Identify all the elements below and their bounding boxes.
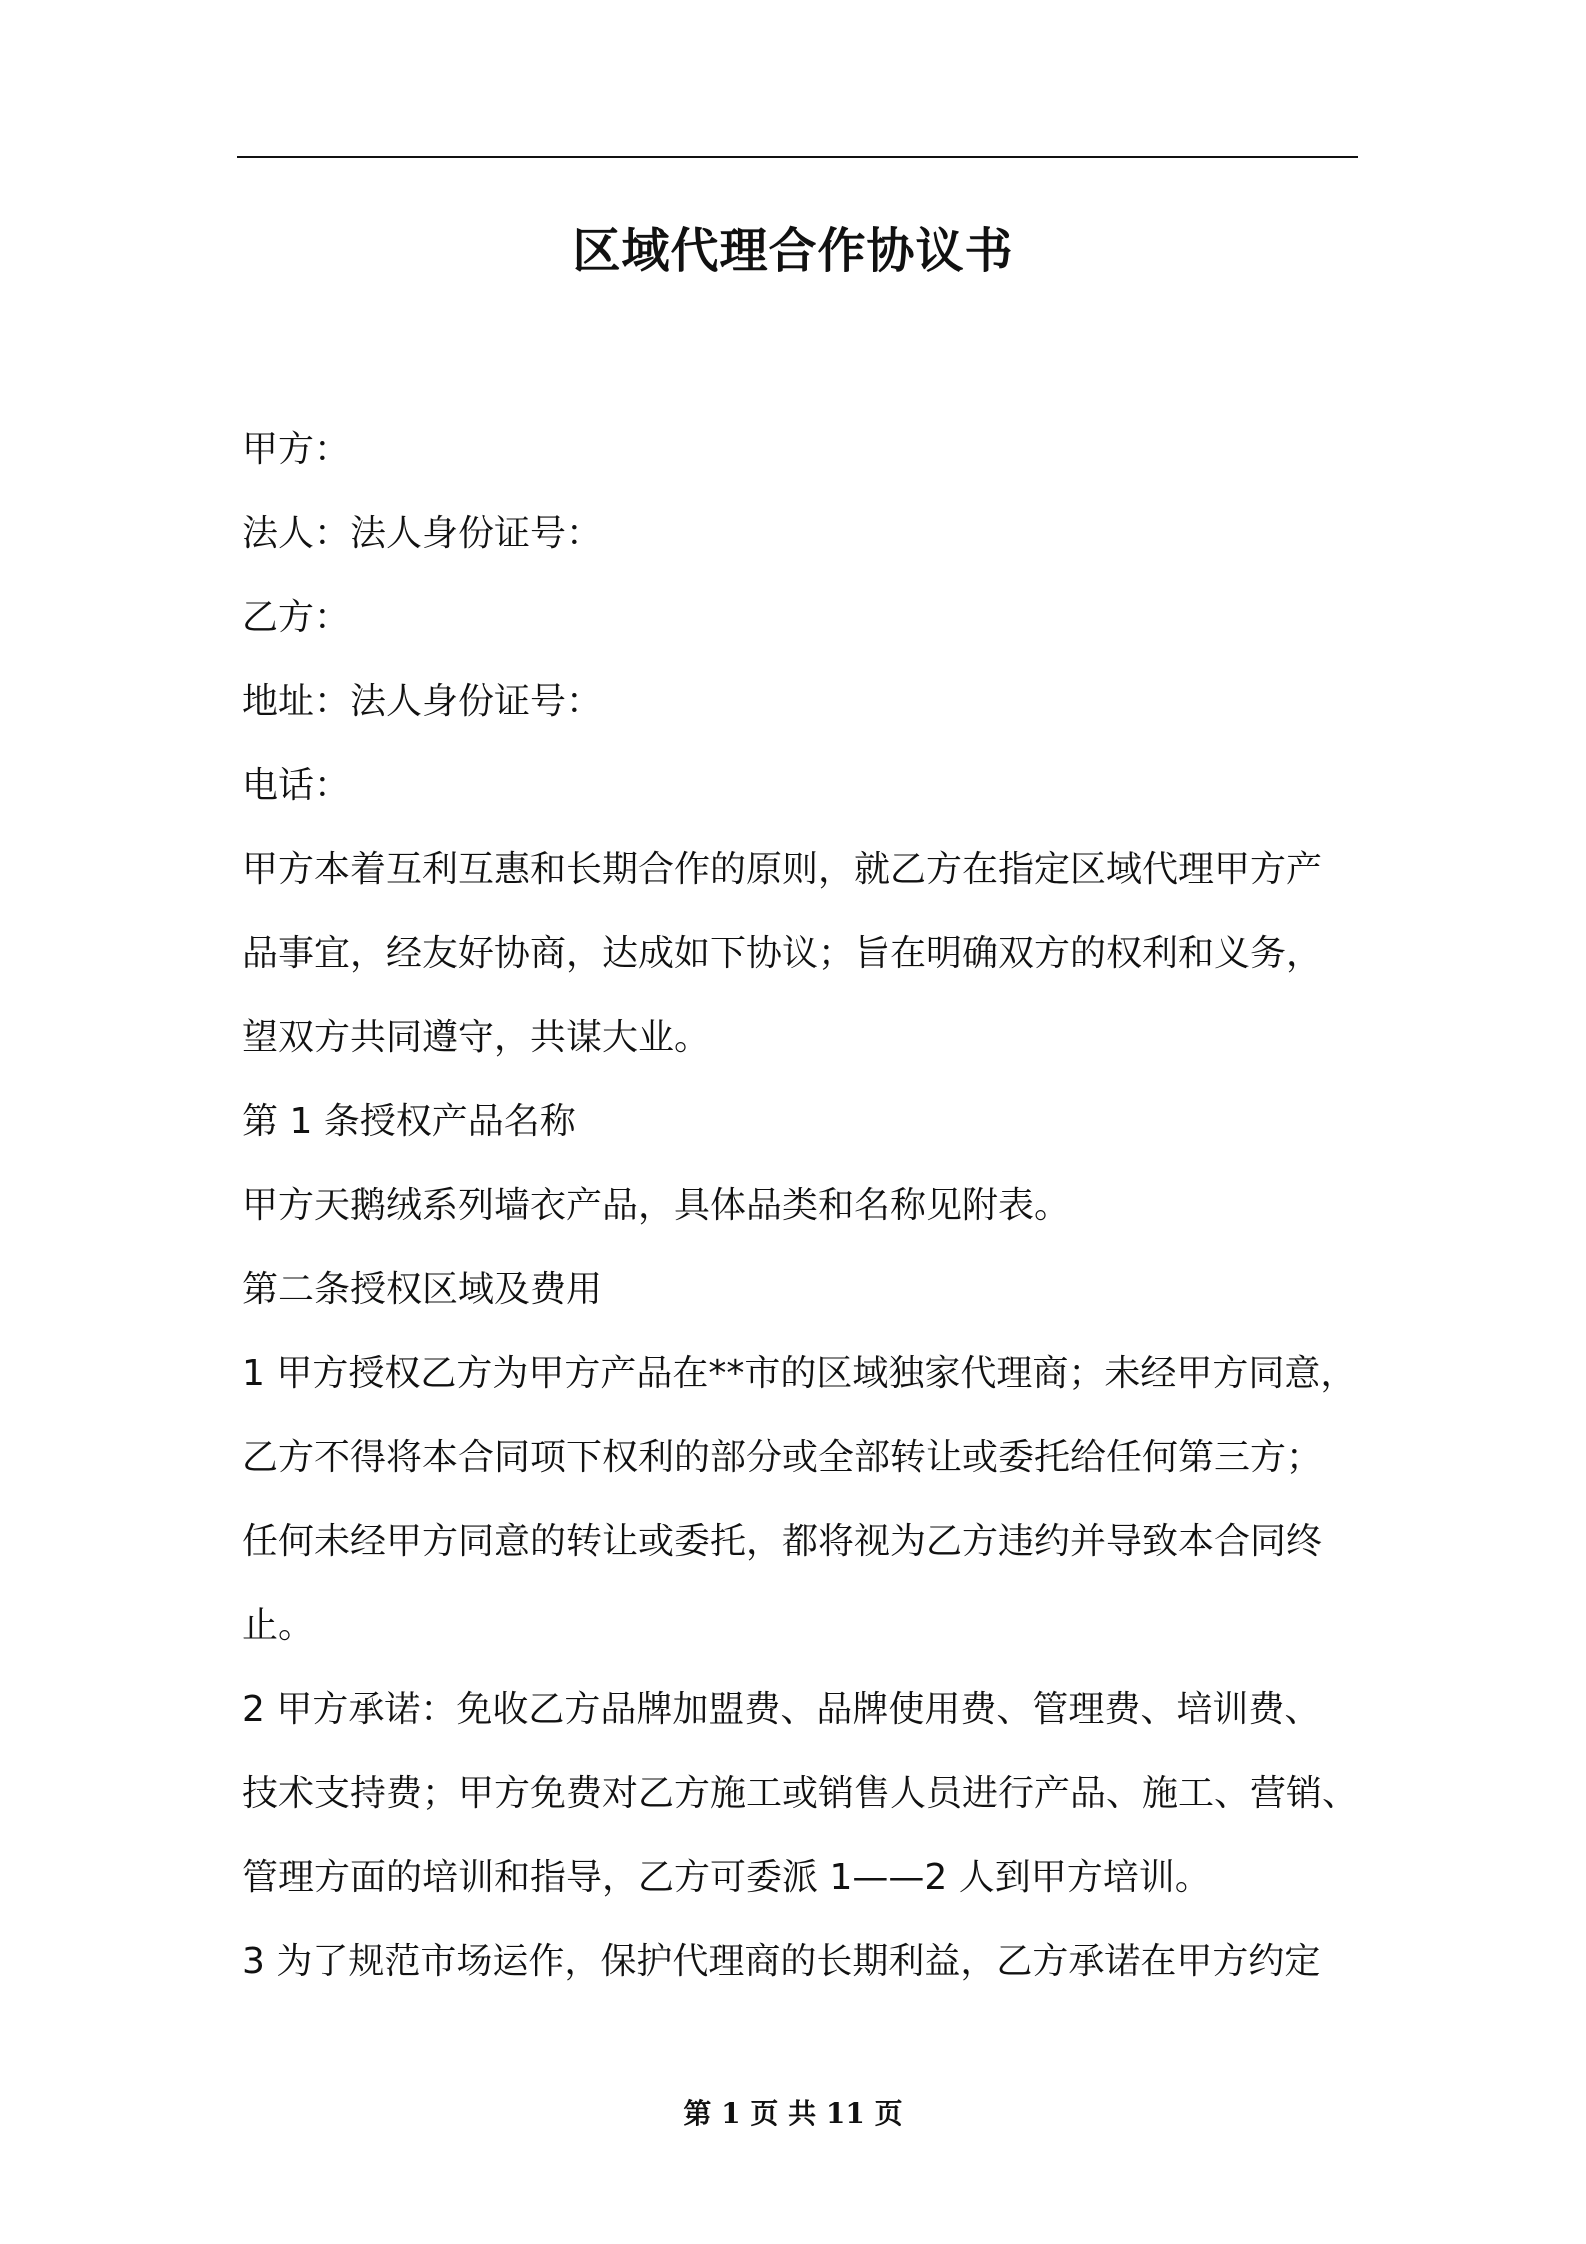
clause-2-line: 管理方面的培训和指导，乙方可委派 1——2 人到甲方培训。 (242, 1857, 1211, 1898)
clause-1-line: 乙方不得将本合同项下权利的部分或全部转让或委托给任何第三方； (242, 1437, 1323, 1478)
address-line: 地址：法人身份证号： (242, 681, 603, 722)
phone-line: 电话： (242, 765, 351, 806)
article-2-heading: 第二条授权区域及费用 (242, 1269, 603, 1310)
preamble-line: 甲方本着互利互惠和长期合作的原则，就乙方在指定区域代理甲方产 (242, 849, 1323, 890)
party-b-line: 乙方： (242, 597, 351, 638)
document-body (242, 408, 1382, 2004)
clause-1-line: 1 甲方授权乙方为甲方产品在**市的区域独家代理商；未经甲方同意， (242, 1353, 1357, 1394)
clause-2-line: 技术支持费；甲方免费对乙方施工或销售人员进行产品、施工、营销、 (242, 1773, 1359, 1814)
clause-1-line: 任何未经甲方同意的转让或委托，都将视为乙方违约并导致本合同终 (242, 1521, 1323, 1562)
article-1-heading: 第 1 条授权产品名称 (242, 1101, 576, 1142)
clause-1-line: 止。 (242, 1605, 315, 1646)
preamble-line: 品事宜，经友好协商，达成如下协议；旨在明确双方的权利和义务， (242, 933, 1323, 974)
article-1-text: 甲方天鹅绒系列墙衣产品，具体品类和名称见附表。 (242, 1185, 1071, 1226)
legal-rep-line: 法人：法人身份证号： (242, 513, 603, 554)
header-rule (237, 156, 1358, 158)
party-a-line: 甲方： (242, 429, 351, 470)
clause-2-line: 2 甲方承诺：免收乙方品牌加盟费、品牌使用费、管理费、培训费、 (242, 1689, 1321, 1730)
preamble-line: 望双方共同遵守，共谋大业。 (242, 1017, 711, 1058)
page-number-footer: 第 1 页 共 11 页 (683, 2097, 903, 2130)
clause-3-line: 3 为了规范市场运作，保护代理商的长期利益，乙方承诺在甲方约定 (242, 1941, 1321, 1982)
document-title: 区域代理合作协议书 (572, 223, 1014, 279)
